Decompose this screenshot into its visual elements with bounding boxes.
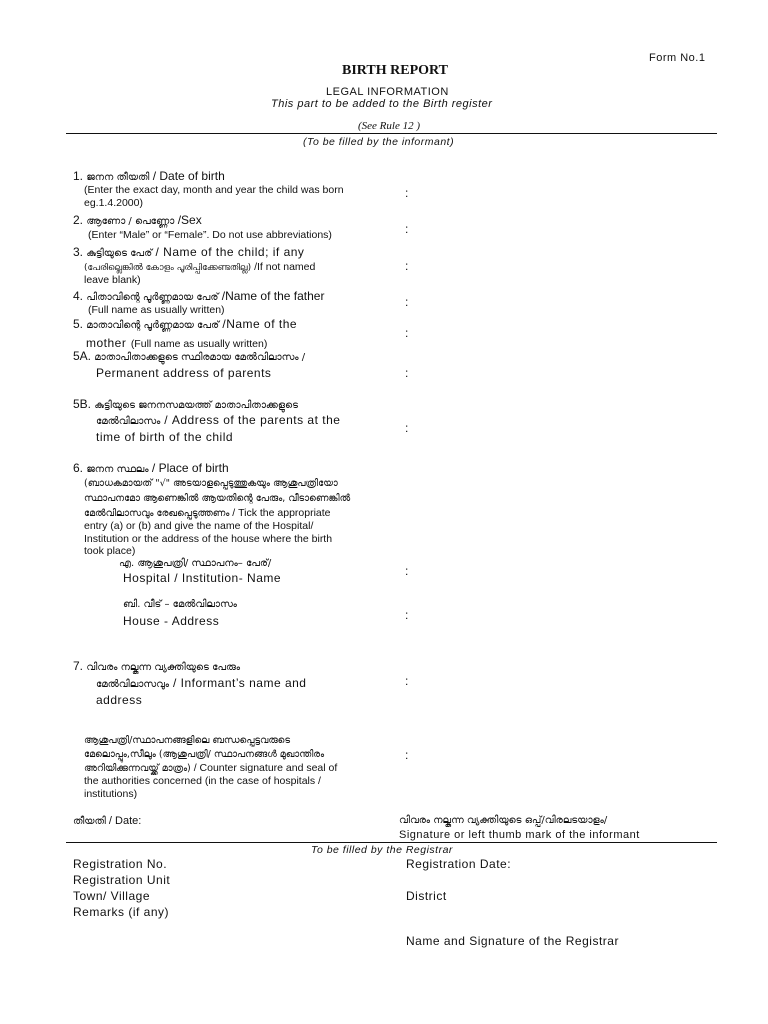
item-5b-number: 5B. [73, 397, 92, 411]
item-5-note: (Full name as usually written) [130, 338, 268, 350]
registrar-divider [66, 842, 717, 843]
item-7-malayalam: വിവരം നല്കുന്ന വ്യക്തിയുടെ പേരും [86, 662, 241, 673]
item-5b-malayalam-2: മേൽവിലാസം [96, 416, 161, 427]
item-4-label [73, 289, 324, 303]
rule-reference: (See Rule 12 ) [358, 120, 420, 132]
item-3-english: / Name of the child; if any [155, 245, 305, 259]
item-5-english-2: mother [86, 336, 127, 350]
item-2-malayalam: ആണോ / പെണ്ണോ [86, 216, 175, 227]
item-4-note: (Full name as usually written) [88, 304, 225, 316]
item-7-label [73, 659, 240, 673]
item-5b-field[interactable]: : [405, 421, 409, 435]
registration-date-label[interactable]: Registration Date: [406, 857, 512, 871]
item-3-field[interactable]: : [405, 259, 409, 273]
item-4-english: /Name of the father [221, 289, 325, 303]
header-divider [66, 133, 717, 134]
item-4-number: 4. [73, 289, 84, 303]
item-3-note-english: /If not named [254, 261, 316, 273]
item-6-note-ml-1: (ബാധകമായത് "√" അടയാളപ്പെടുത്തുകയും ആശുപത്രിയോ [84, 478, 338, 489]
item-2-note: (Enter “Male” or “Female”. Do not use abbreviations) [88, 229, 332, 241]
item-5b-english: / Address of the parents at the [164, 413, 341, 427]
item-6b-english: House - Address [123, 614, 220, 628]
item-6-note-ml-2: സ്ഥാപനമോ ആണെങ്കിൽ ആയതിന്റെ പേരും, വീടാണെങ്കിൽ [84, 493, 351, 504]
form-number: Form No.1 [649, 52, 706, 64]
item-5a-field[interactable]: : [405, 366, 409, 380]
legal-information-heading: LEGAL INFORMATION [326, 86, 449, 98]
item-6-number: 6. [73, 461, 84, 475]
item-1-note-2: eg.1.4.2000) [84, 197, 143, 209]
item-5b-line-2 [96, 413, 340, 427]
item-4-malayalam: പിതാവിന്റെ പൂർണ്ണമായ പേര് [86, 292, 219, 303]
signature-malayalam: വിവരം നല്കുന്ന വ്യക്തിയുടെ ഒപ്പ്/വിരലടയാളം/ [399, 815, 608, 826]
item-1-english: / Date of birth [152, 169, 225, 183]
item-6a-malayalam: എ. ആശുപത്രി/ സ്ഥാപനം– പേര്/ [119, 558, 272, 569]
date-english: / Date: [108, 815, 142, 827]
item-5b-malayalam: കുട്ടിയുടെ ജനനസമയത്ത് മാതാപിതാക്കളുടെ [94, 400, 298, 411]
item-6-label [73, 461, 229, 475]
item-7-field[interactable]: : [405, 674, 409, 688]
registrar-signature-label[interactable]: Name and Signature of the Registrar [406, 934, 619, 948]
item-7-malayalam-2: മേൽവിലാസവും [96, 679, 170, 690]
item-6a-english: Hospital / Institution- Name [123, 571, 282, 585]
item-5-malayalam: മാതാവിന്റെ പൂർണ്ണമായ പേര് [86, 320, 220, 331]
date-malayalam: തീയതി [73, 816, 106, 827]
item-5b-english-2: time of birth of the child [96, 430, 234, 444]
item-6-note-ml-3: മേൽവിലാസവും രേഖപ്പെടുത്തണം [84, 508, 230, 519]
item-7-number: 7. [73, 659, 84, 673]
item-5-field[interactable]: : [405, 326, 409, 340]
item-6-note-line-3 [84, 507, 331, 519]
register-note: This part to be added to the Birth register [271, 98, 493, 110]
item-1-note: (Enter the exact day, month and year the child was born [84, 184, 344, 196]
item-5a-english: Permanent address of parents [96, 366, 272, 380]
item-5-number: 5. [73, 317, 84, 331]
item-2-field[interactable]: : [405, 222, 409, 236]
registration-unit-label[interactable]: Registration Unit [73, 873, 171, 887]
item-3-note-2: leave blank) [84, 274, 141, 286]
item-2-english: /Sex [177, 213, 202, 227]
informant-note: (To be filled by the informant) [303, 136, 455, 148]
registrar-heading: To be filled by the Registrar [311, 844, 453, 856]
signature-english[interactable]: Signature or left thumb mark of the informant [399, 829, 640, 841]
item-3-number: 3. [73, 245, 84, 259]
item-3-label [73, 245, 304, 259]
remarks-label[interactable]: Remarks (if any) [73, 905, 170, 919]
item-3-note-malayalam: (പേരില്ലെങ്കിൽ കോളം പൂരിപ്പിക്കേണ്ടതില്ല) [84, 263, 252, 273]
item-6-english: / Place of birth [151, 461, 229, 475]
counter-en-3: institutions) [84, 788, 138, 800]
item-2-number: 2. [73, 213, 84, 227]
counter-ml-1: ആശുപത്രി/സ്ഥാപനങ്ങളിലെ ബന്ധപ്പെട്ടവരുടെ [84, 735, 291, 746]
counter-signature-field[interactable]: : [405, 748, 409, 762]
item-6a-field[interactable]: : [405, 564, 409, 578]
item-7-english: / Informant’s name and [172, 676, 307, 690]
item-6-note-en-2: entry (a) or (b) and give the name of the Hospital/ [84, 520, 314, 532]
item-6b-field[interactable]: : [405, 608, 409, 622]
item-1-field[interactable]: : [405, 186, 409, 200]
item-1-malayalam: ജനന തീയതി [86, 172, 150, 183]
item-6-note-en-1: / Tick the appropriate [232, 507, 331, 519]
item-4-field[interactable]: : [405, 295, 409, 309]
item-6-malayalam: ജനന സ്ഥലം [86, 464, 149, 475]
item-1-label [73, 169, 225, 183]
item-7-english-2: address [96, 693, 143, 707]
item-5-label [73, 317, 297, 331]
counter-line-3 [84, 762, 337, 774]
town-village-label[interactable]: Town/ Village [73, 889, 150, 903]
item-2-label [73, 213, 202, 227]
item-3-note [84, 261, 315, 273]
item-6b-malayalam: ബി. വീട് – മേൽവിലാസം [123, 599, 237, 610]
form-title: BIRTH REPORT [342, 63, 448, 78]
counter-ml-3: അറിയിക്കുന്നവയ്ക്ക് മാത്രം) [84, 763, 191, 774]
registration-number-label[interactable]: Registration No. [73, 857, 168, 871]
item-5b-label [73, 397, 298, 411]
district-label[interactable]: District [406, 889, 447, 903]
item-6-note-en-4: took place) [84, 545, 136, 557]
item-5a-number: 5A. [73, 349, 92, 363]
item-6-note-en-3: Institution or the address of the house where the birth [84, 533, 333, 545]
item-3-malayalam: കുട്ടിയുടെ പേര് [86, 248, 153, 259]
item-1-number: 1. [73, 169, 84, 183]
counter-en-1: / Counter signature and seal of [193, 762, 338, 774]
item-7-line-2 [96, 676, 306, 690]
item-5-english: /Name of the [222, 317, 298, 331]
date-label[interactable] [73, 815, 141, 827]
item-5a-malayalam: മാതാപിതാക്കളുടെ സ്ഥിരമായ മേൽവിലാസം / [94, 352, 306, 363]
counter-en-2: the authorities concerned (in the case of hospitals / [84, 775, 321, 787]
counter-ml-2: മേലൊപ്പും,സീലും (ആശുപത്രി/ സ്ഥാപനങ്ങൾ മുഖാന്തിരം [84, 749, 325, 760]
item-5a-label [73, 349, 305, 363]
